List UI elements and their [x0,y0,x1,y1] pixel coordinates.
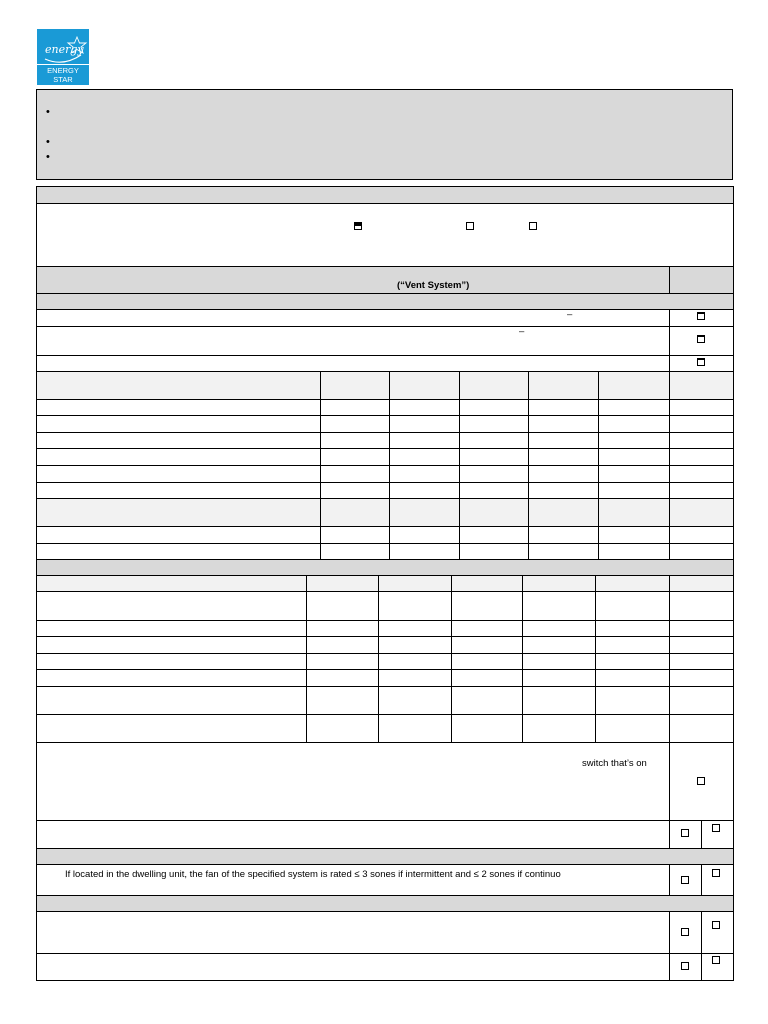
sones-requirement: If located in the dwelling unit, the fan of the specified system is rated ≤ 3 sones if intermittent and ≤ 2 sones if continuo [65,869,561,880]
row-checkbox-2[interactable] [697,335,705,343]
pair-2-checkbox-b[interactable] [712,869,720,877]
pair-4-checkbox-b[interactable] [712,956,720,964]
switch-note: switch that’s on [582,758,647,769]
switch-checkbox[interactable] [697,777,705,785]
pair-3-checkbox-a[interactable] [681,928,689,936]
energy-star-logo [37,29,89,85]
option-checkbox-3[interactable] [529,222,537,230]
dash-mark-2: – [519,326,525,337]
row-checkbox-1[interactable] [697,312,705,320]
pair-3-checkbox-b[interactable] [712,921,720,929]
dash-mark-1: – [567,309,573,320]
option-checkbox-2[interactable] [466,222,474,230]
pair-1-checkbox-b[interactable] [712,824,720,832]
vent-system-title: (“Vent System”) [397,280,470,291]
section-header-2 [37,849,733,864]
bullet-1: • [46,106,50,118]
pair-4-checkbox-a[interactable] [681,962,689,970]
logo-script: energy [45,43,84,56]
bullet-2: • [46,136,50,148]
info-box [36,89,733,180]
row-checkbox-3[interactable] [697,358,705,366]
bullet-3: • [46,151,50,163]
subsection-header-1 [37,294,733,309]
logo-label: ENERGY STAR [37,64,89,84]
section-header-3 [37,896,733,911]
energy-star-icon [37,29,89,69]
section-header-1 [37,187,733,203]
option-checkbox-1[interactable] [354,222,362,230]
table-border-right [733,186,734,981]
pair-1-checkbox-a[interactable] [681,829,689,837]
vent-system-header [37,267,733,294]
pair-2-checkbox-a[interactable] [681,876,689,884]
subsection-header-2 [37,560,733,575]
